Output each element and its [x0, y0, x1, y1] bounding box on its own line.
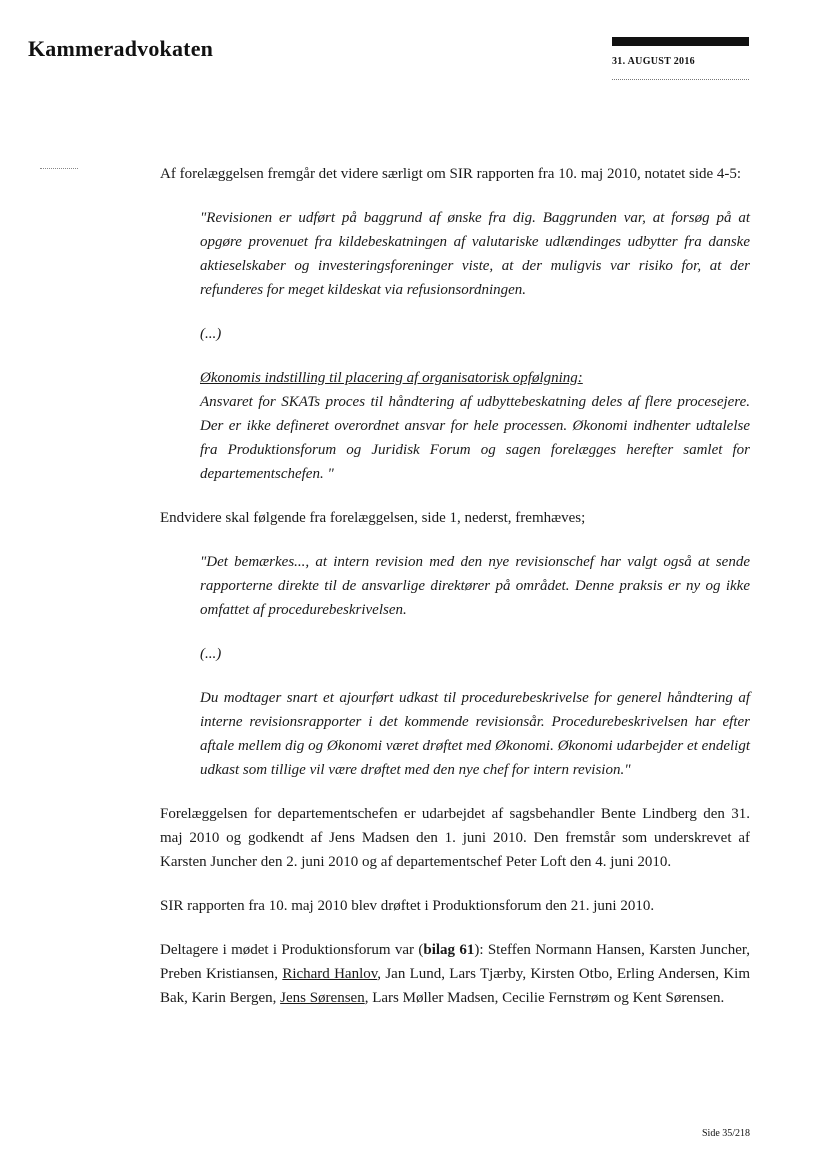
margin-mark — [40, 168, 78, 169]
quote-1 — [200, 206, 750, 486]
header-bar — [612, 37, 749, 46]
page-number: Side 35/218 — [702, 1128, 751, 1139]
paragraph-4: SIR rapporten fra 10. maj 2010 blev drøftet i Produktionsforum den 21. juni 2010. — [160, 898, 655, 914]
quote-2 — [200, 550, 750, 782]
underlined-name-1: Richard Hanlov — [282, 966, 378, 982]
paragraph-1: Af forelæggelsen fremgår det videre særligt om SIR rapporten fra 10. maj 2010, notatet side 4-5: — [160, 166, 742, 182]
quote-2-ellipsis: (...) — [200, 646, 222, 662]
paragraph-5 — [160, 938, 750, 1010]
brand-title: Kammeradvokaten — [28, 36, 214, 61]
quote-1-ellipsis: (...) — [200, 326, 222, 342]
p5-pre: Deltagere i mødet i Produktionsforum var ( — [160, 942, 424, 958]
quote-1-part-1: "Revisionen er udført på baggrund af ønske fra dig. Baggrunden var, at forsøg på at opgøre provenuet fra kildebeskatningen af valutariske udlændinges udbytter fra danske aktieselskaber og investeringsforeninger viste, at der muligvis var risiko for, at der refunderes for meget kildeskat via refusionsordningen. — [200, 210, 750, 298]
p5-mid-2: , Jan Lund, Lars Tjærby, Kirsten Otbo, Erling Andersen, Kim Bak, Karin Bergen, — [160, 966, 750, 1006]
bilag-reference: bilag 61 — [423, 942, 475, 958]
p5-mid-1: ): Steffen Normann Hansen, Karsten Juncher, Preben Kristiansen, — [160, 942, 750, 982]
quote-2-part-2: Du modtager snart et ajourført udkast til procedurebeskrivelse for generel håndtering af interne revisionsrapporter i det kommende revisionsår. Procedurebeskrivelsen har efter aftale mellem dig og Økonomi været drøftet med Økonomi. Økonomi udarbejder et endeligt udkast som tillige vil være drøftet med den nye chef for intern revision." — [200, 690, 750, 778]
document-body — [160, 162, 750, 1030]
underlined-name-2: Jens Sørensen — [280, 990, 365, 1006]
header-date: 31. AUGUST 2016 — [612, 56, 695, 67]
quote-1-heading: Økonomis indstilling til placering af organisatorisk opfølgning: — [200, 370, 583, 386]
quote-2-part-1: "Det bemærkes..., at intern revision med den nye revisionschef har valgt også at sende rapporterne direkte til de ansvarlige direktører på området. Denne praksis er ny og ikke omfattet af procedurebeskrivelsen. — [200, 554, 750, 618]
p5-post: , Lars Møller Madsen, Cecilie Fernstrøm og Kent Sørensen. — [364, 990, 725, 1006]
paragraph-3: Forelæggelsen for departementschefen er udarbejdet af sagsbehandler Bente Lindberg den 31. maj 2010 og godkendt af Jens Madsen den 1. juni 2010. Den fremstår som underskrevet af Karsten Juncher den 2. juni 2010 og af departementschef Peter Loft den 4. juni 2010. — [160, 806, 750, 870]
paragraph-2: Endvidere skal følgende fra forelæggelsen, side 1, nederst, fremhæves; — [160, 510, 586, 526]
header-rule — [612, 79, 749, 80]
quote-1-part-2: Ansvaret for SKATs proces til håndtering af udbyttebeskatning deles af flere procesejere. Der er ikke defineret overordnet ansvar for hele processen. Økonomi indhenter udtalelse fra Produktionsforum og Juridisk Forum og sagen forelægges herefter samlet for departementschefen. " — [200, 394, 750, 482]
